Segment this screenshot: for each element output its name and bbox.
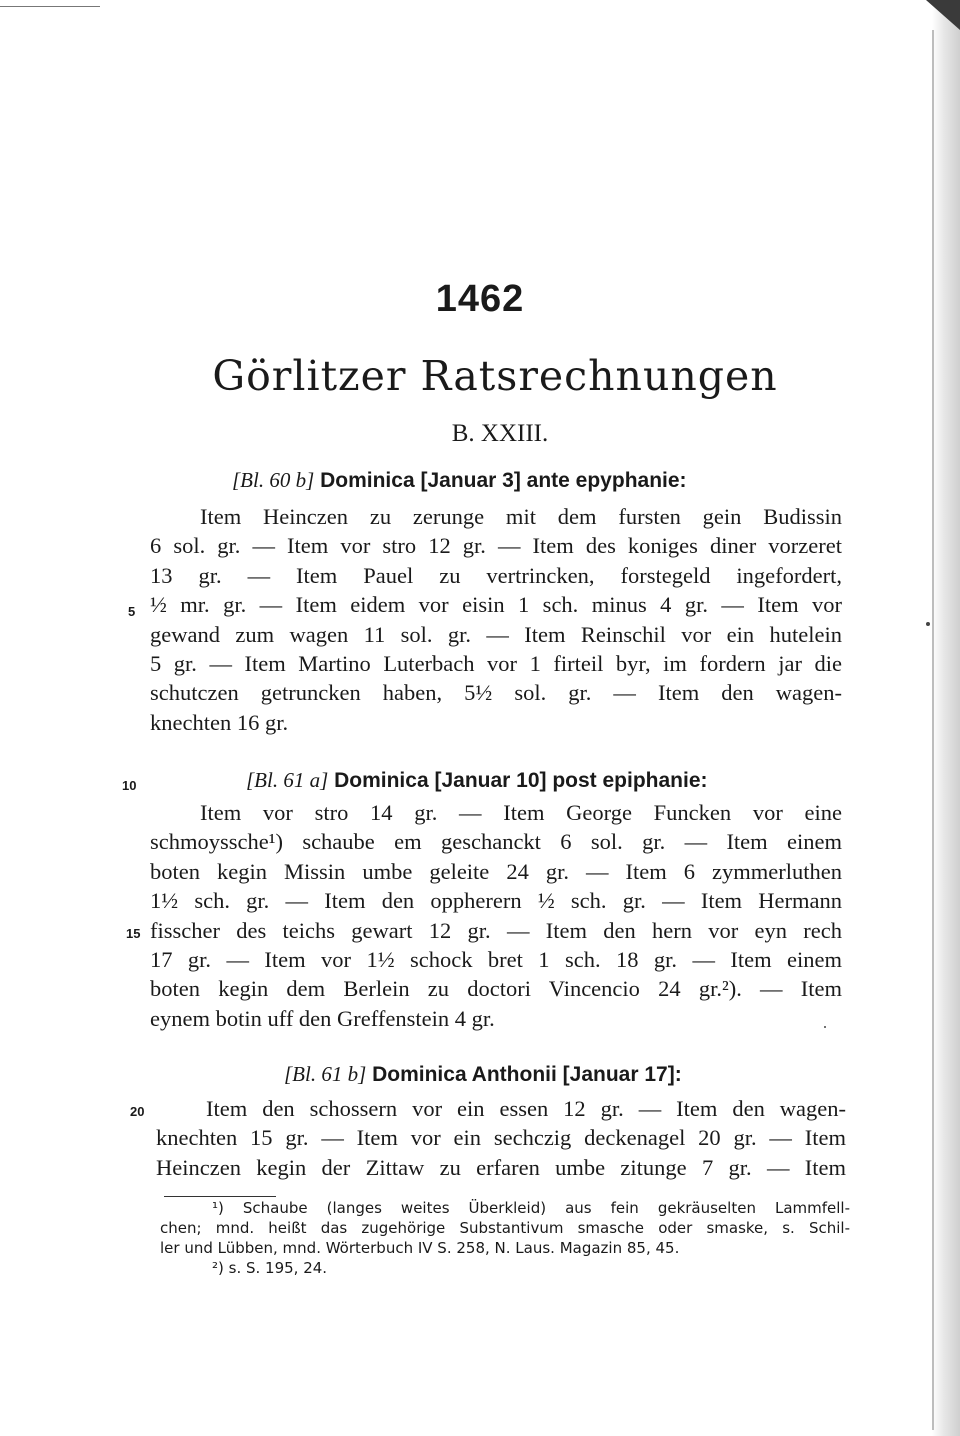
page-number: 1462 [435, 278, 525, 320]
text-line: Item den schossern vor ein essen 12 gr. — Item den wagen- [206, 1096, 846, 1121]
section-heading-3 [284, 1062, 682, 1087]
page-title: Görlitzer Ratsrechnungen [212, 352, 778, 400]
footnote-line: chen; mnd. heißt das zugehörige Substantivum smasche oder smaske, s. Schil- [160, 1219, 850, 1237]
footnote-line: ler und Lübben, mnd. Wörterbuch IV S. 258, N. Laus. Magazin 85, 45. [160, 1239, 680, 1257]
footnote-rule [164, 1196, 276, 1197]
text-line: eynem botin uff den Greffenstein 4 gr. [150, 1005, 495, 1031]
margin-line-number: 15 [126, 926, 141, 941]
corner-mark [926, 0, 960, 30]
footnotes [160, 1198, 850, 1278]
margin-line-number: 5 [128, 604, 136, 619]
heading-text: Dominica Anthonii [Januar 17]: [372, 1063, 682, 1086]
text-line: knechten 15 gr. — Item vor ein sechczig deckenagel 20 gr. — Item [156, 1125, 846, 1151]
volume-label: B. XXIII. [451, 420, 549, 447]
text-line: Item vor stro 14 gr. — Item George Funcken vor eine [200, 800, 842, 825]
text-line: 5 gr. — Item Martino Luterbach vor 1 firteil byr, im fordern jar die [150, 650, 842, 676]
text-line: 13 gr. — Item Pauel zu vertrincken, forstegeld ingefordert, [150, 562, 842, 588]
section-heading-1 [232, 468, 687, 493]
heading-text: Dominica [Januar 3] ante epyphanie: [320, 469, 687, 492]
text-line: 17 gr. — Item vor 1½ schock bret 1 sch. 18 gr. — Item einem [150, 946, 842, 972]
section-body-1 [150, 502, 842, 737]
top-rule [0, 6, 100, 7]
print-speck [824, 1026, 826, 1028]
text-line: fisscher des teichs gewart 12 gr. — Item den hern vor eyn rech [150, 917, 842, 943]
section-body-3 [156, 1094, 846, 1182]
text-line: schmoyssche¹) schaube em geschanckt 6 sol. gr. — Item einem [150, 829, 842, 855]
text-line: 6 sol. gr. — Item vor stro 12 gr. — Item des koniges diner vorzeret [150, 533, 842, 559]
page-edge-line [932, 30, 934, 1430]
footnote-line: ¹) Schaube (langes weites Überkleid) aus fein gekräuselten Lammfell- [212, 1199, 850, 1217]
text-line: boten kegin Missin umbe geleite 24 gr. — Item 6 zymmerluthen [150, 858, 842, 884]
folio-reference: [Bl. 61 b] [284, 1062, 367, 1086]
margin-line-number: 10 [122, 778, 137, 793]
footnote-line: ²) s. S. 195, 24. [212, 1259, 328, 1277]
section-body-2 [150, 798, 842, 1033]
text-line: gewand zum wagen 11 sol. gr. — Item Reinschil vor ein hutelein [150, 621, 842, 647]
folio-reference: [Bl. 60 b] [232, 468, 315, 492]
text-line: Item Heinczen zu zerunge mit dem fursten gein Budissin [200, 504, 842, 529]
page-edge-shadow [932, 0, 960, 1436]
folio-reference: [Bl. 61 a] [246, 768, 329, 792]
text-line: knechten 16 gr. [150, 709, 289, 735]
text-line: schutczen getruncken haben, 5½ sol. gr. — Item den wagen- [150, 680, 842, 706]
heading-text: Dominica [Januar 10] post epiphanie: [334, 769, 708, 792]
text-line: boten kegin dem Berlein zu doctori Vincencio 24 gr.²). — Item [150, 976, 842, 1002]
text-line: Heinczen kegin der Zittaw zu erfaren umbe zitunge 7 gr. — Item [156, 1154, 846, 1180]
text-line: 1½ sch. gr. — Item den oppherern ½ sch. gr. — Item Hermann [150, 888, 842, 914]
print-speck [926, 622, 930, 626]
margin-line-number: 20 [130, 1104, 145, 1119]
text-line: ½ mr. gr. — Item eidem vor eisin 1 sch. minus 4 gr. — Item vor [150, 592, 842, 618]
section-heading-2 [246, 768, 708, 793]
